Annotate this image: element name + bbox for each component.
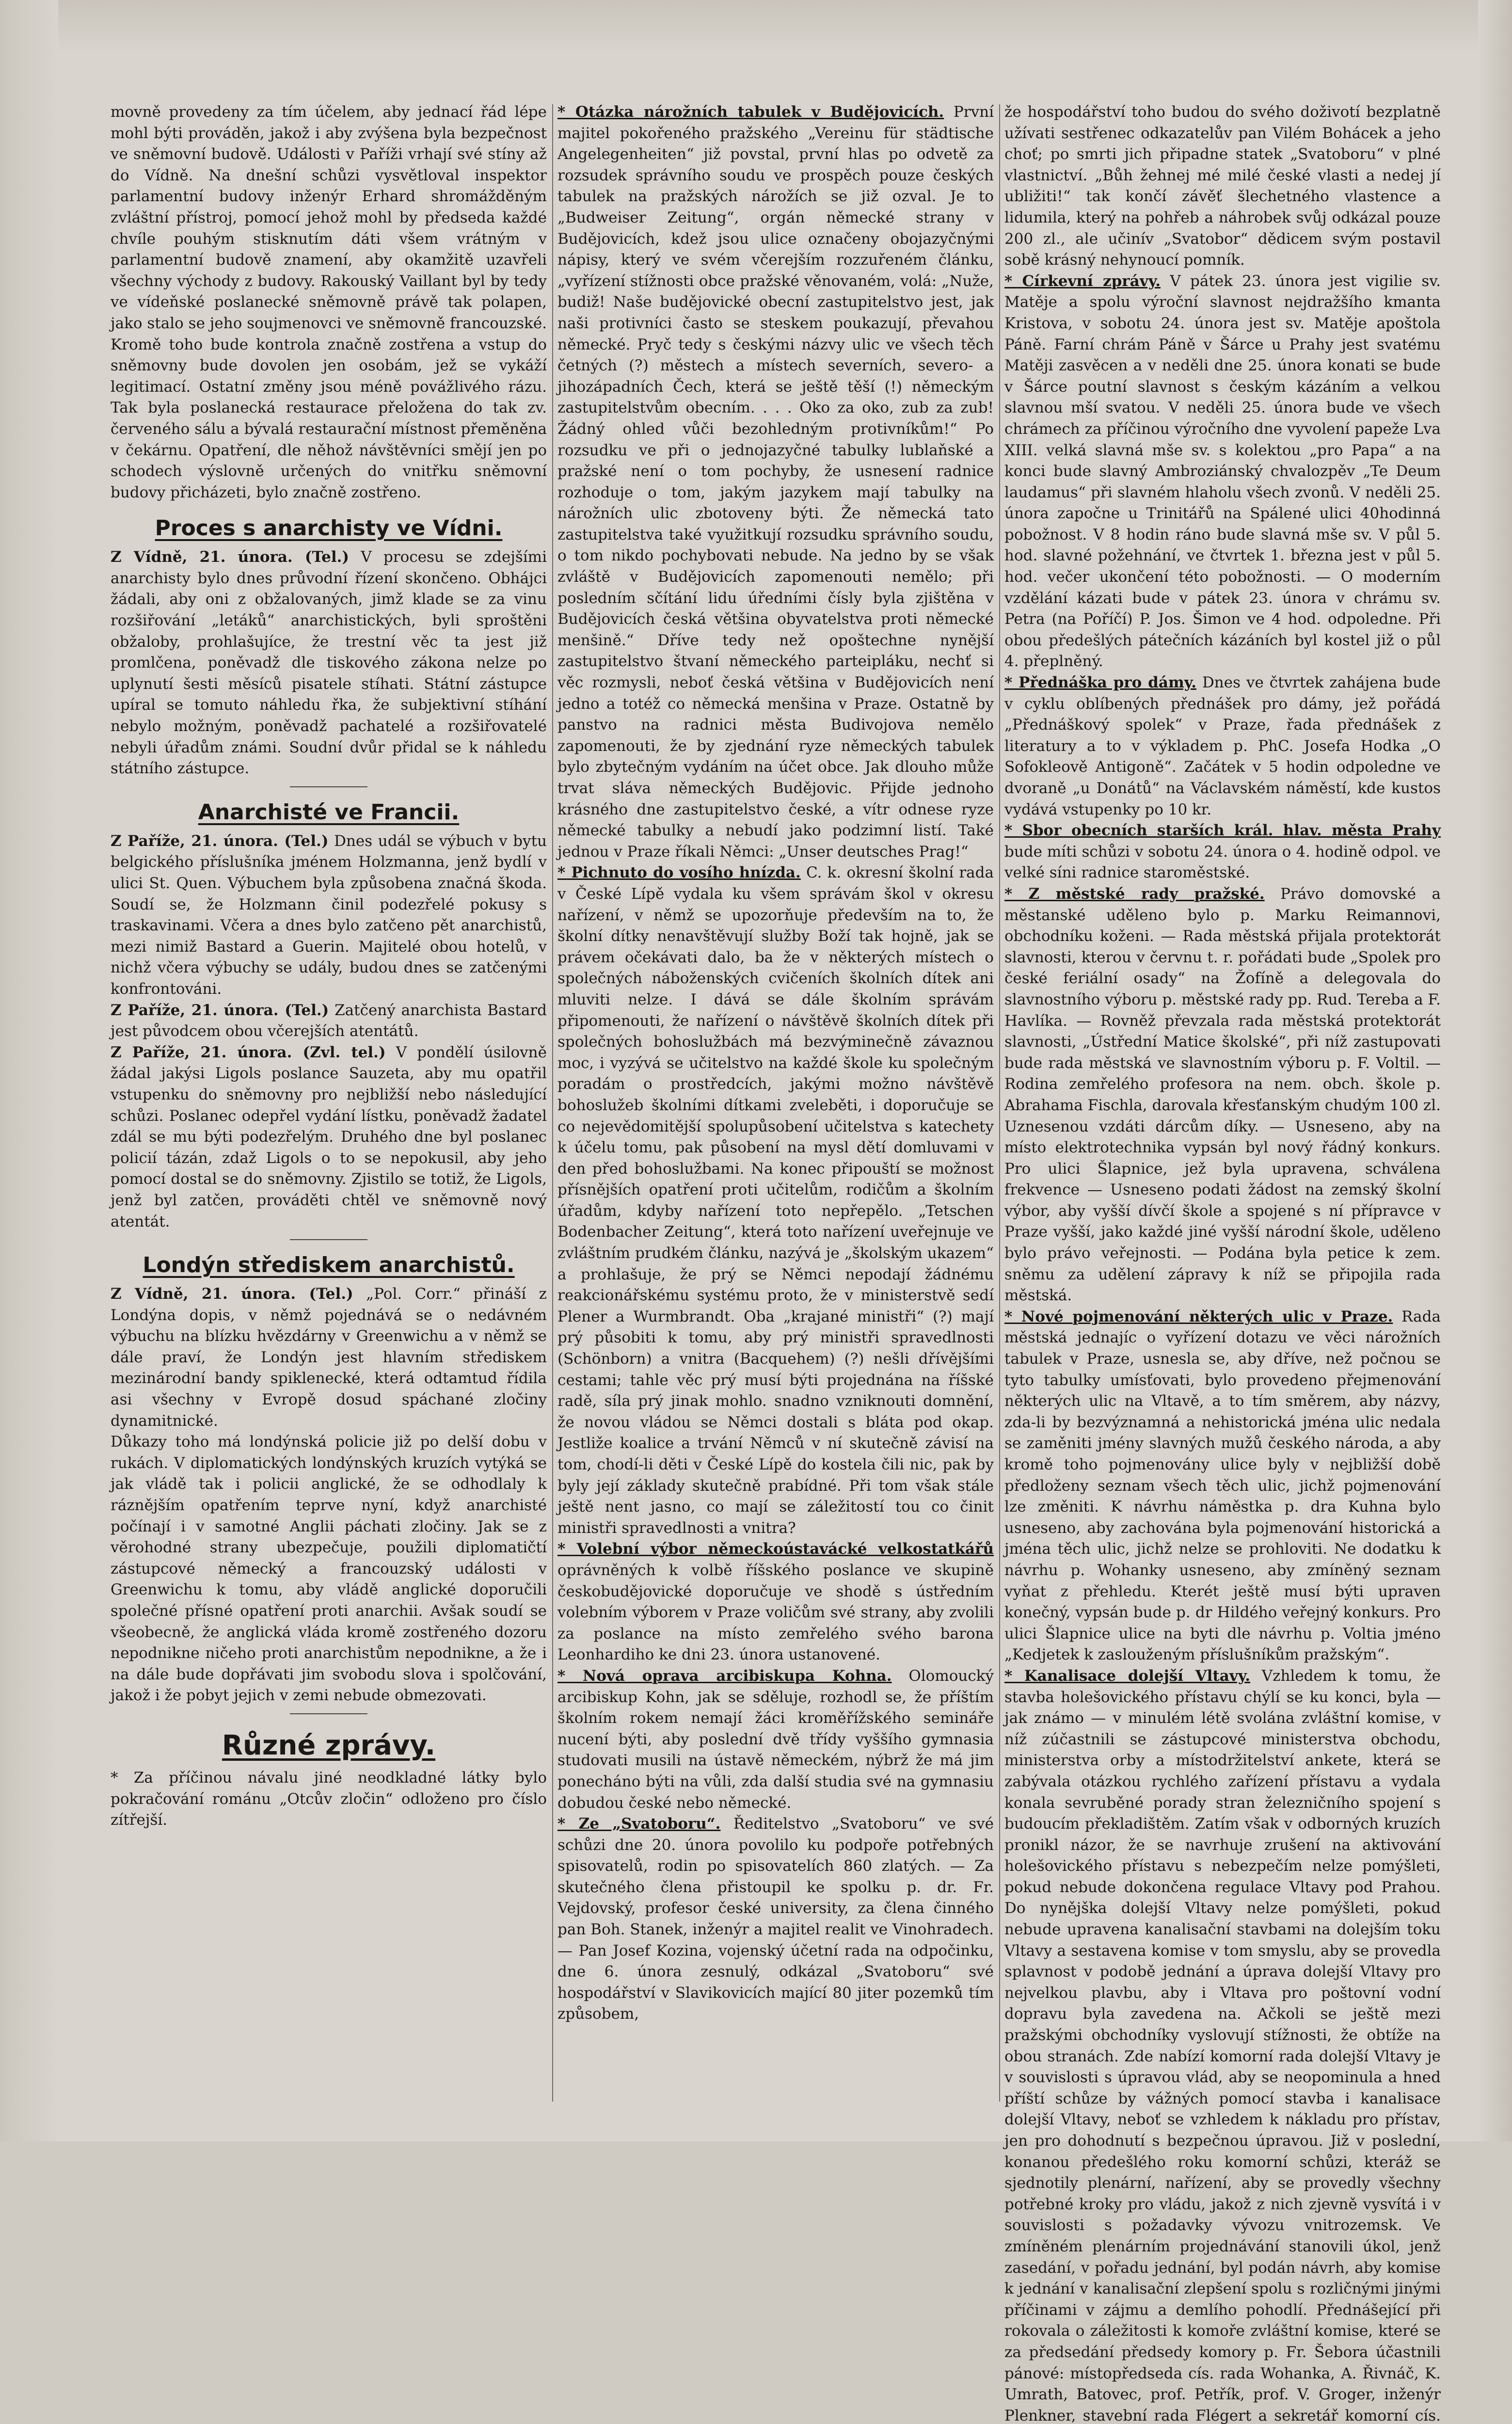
article-paragraph	[557, 1814, 994, 2025]
article-paragraph	[111, 831, 547, 1000]
article-paragraph	[1004, 884, 1441, 1307]
scan-right-edge	[1478, 0, 1512, 2141]
column-2	[557, 102, 994, 2114]
article-paragraph	[1004, 820, 1441, 884]
scan-left-edge	[0, 0, 58, 2141]
article-text: „Pol. Corr.“ přináší z Londýna dopis, v němž pojednává se o nedávném výbuchu na blízku hvězdárny v Greenwichu a v němž se dále praví, že Londýn jest hlavním střediskem mezinárodní bandy spiklenecké, která odtamtud řídila asi všechny v Evropě dosud spáchané zločiny dynamitnické.	[111, 1285, 547, 1430]
section-rule	[290, 1713, 367, 1714]
article-lead: * Otázka nárožních tabulek v Budějovicích.	[557, 103, 944, 121]
article-text: V pátek 23. února jest vigilie sv. Matěje a spolu výroční slavnost nejdražšího kmanta Kristova, v sobotu 24. února jest sv. Matěje apoštola Páně. Farní chrám Páně v Šárce u Prahy jest svatému Matěji zasvěcen a v neděli dne 25. února konati se bude v Šárce poutní slavnost s českým kázáním a velkou slavnou mší svatou. V neděli 25. února bude ve všech chrámech za příčinou výročního dne vyvolení papeže Lva XIII. velká slavná mše sv. s kolektou „pro Papa“ a na konci bude slavný Ambroziánský chvalozpěv „Te Deum laudamus“ při slavném hlaholu všech zvonů. V neděli 25. února započne u Trinitářů na Spálené ulici 40hodinná pobožnost. V 8 hodin ráno bude slavná mše sv. V půl 5. hod. slavné požehnání, ve čtvrtek 1. března jest v půl 5. hod. večer ukončení této pobožnosti. — O moderním vzdělání kázati bude v pátek 23. února v chrámu sv. Petra (na Poříčí) P. Jos. Šimon ve 4 hod. odpoledne. Při obou předešlých pátečních kázáních byl kostel již o půl 4. přeplněný.	[1004, 272, 1441, 670]
article-paragraph	[1004, 672, 1441, 820]
article-paragraph	[557, 102, 994, 862]
article-lead: * Kanalisace dolejší Vltavy.	[1004, 1667, 1251, 1685]
article-lead: * Přednáška pro dámy.	[1004, 674, 1196, 692]
article-text: V pondělí úsilovně žádal jakýsi Ligols poslance Sauzeta, aby mu opatřil vstupenku do sněmovny pro nejbližší nebo následující schůzi. Poslanec odepřel vydání lístku, poněvadž žadatel zdál se mu býti podezřelým. Druhého dne byl poslanec policií tázán, zdaž Ligols o to se nepokusil, aby jeho pomocí dostal se do sněmovny. Zjistilo se totiž, že Ligols, jenž byl zatčen, prováděti chtěl ve sněmovně nový atentát.	[111, 1043, 547, 1230]
article-paragraph	[1004, 1307, 1441, 1666]
article-text: Ředitelstvo „Svatoboru“ ve své schůzi dne 20. února povolilo ku podpoře potřebných spisovatelů, rodin po spisovatelích 860 zlatých. — Za skutečného člena přistoupil ke spolku p. dr. Fr. Vejdovský, profesor české university, za člena činného pan Boh. Stanek, inženýr a majitel realit ve Vinohradech. — Pan Josef Kozina, vojenský účetní rada na odpočinku, dne 6. února zesnulý, odkázal „Svatoboru“ své hospodářství v Slavikovicích mající 80 jiter pozemků tím způsobem,	[557, 1815, 994, 2023]
article-text: Vzhledem k tomu, že stavba holešovického přístavu chýlí se ku konci, byla — jak známo — v minulém létě svolána zvláštní komise, v níž zúčastnili se zástupcové ministerstva obchodu, ministerstva orby a místodržitelství ankete, která se zabývala otázkou rychlého zařízení přístavu a vydala konala sevruběné porady stran železničního spojení s budoucím překladištěm. Zatím však v odborných kruzích pronikl názor, že se navrhuje zrušení na aktivování holešovického přístavu s nebezpečím nelze pomýšleti, pokud nebude dokončena regulace Vltavy pod Prahou. Do nynějška dolejší Vltavy nelze pomýšleti, pokud nebude upravena kanalisační stavbami na dolejším toku Vltavy a sestavena komise v tom smyslu, aby se provedla splavnost v podobě jednání a úprava dolejší Vltavy pro nejvelkou plavbu, aby i Vltava pro poštovní vodní dopravu byla zavedena na. Ačkoli se ještě mezi pražskými obchodníky vyslovují stížnosti, že obtíže na obou stranách. Zde nabízí komorní rada dolejší Vltavy je v souvislosti s úpravou vlád, aby se neopominula a hned příští schůze by vážných pomocí stavba i kanalisace dolejší Vltavy, neboť se vzhledem k nákladu pro přístav, jen pro dohodnutí s bezpečnou úpravou. Již v poslední, konanou předešlého roku komorní schůzi, kteráž se sjednotily plenární, nařízení, aby se provedly všechny potřebné kroky pro vládu, jakož z nich zjevně vysvítá i v souvislosti s požadavky vývozu vnitrozemsk. Ve zmíněném plenárním projednávání stanovili úkol, jenž zasedání, v pořadu jednání, byl podán návrh, aby komise k jednání v kanalisační zlepšení spolu s rozličnými jinými příčinami v zájmu a demlího pohodlí. Přednášející při rokovala o záležitosti k komoře zvláštní komise, které se za předsedání předsedy komory p. Fr. Šebora účastnili pánové: místopředseda cís. rada Wohanka, A. Řivnáč, K. Umrath, Batovec, prof. Petřík, prof. V. Groger, inženýr Plenkner, stavební rada Flégert a sekretář komorní cís.	[1004, 1667, 1441, 2424]
article-text: C. k. okresní školní rada v České Lípě vydala ku všem správám škol v okresu nařízení, v němž se upozorňuje především na to, že školní dítky nenavštěvují služby Boží tak hojně, jak se právem očekávati dalo, ba že v některých místech o společných náboženských cvičeních školních dítek ani mluviti nelze. I dává se dále školním správám připomenouti, že nařízení o návštěvě školních dítek při společných bohoslužbách má bezvýminečně závaznou moc, i vyzývá se učitelstvo na každé škole ku společným poradám o prostředcích, jakými možno návštěvě bohoslužeb školními dítkami zveleběti, i doporučuje se co nejevědomitější spolupůsobení učitelstva s katechety k účelu tomu, pak působení na mysl dětí domluvami v den před bohoslužbami. Na konec připouští se možnost přísnějších opatření proti učitelům, rodičům a školním úřadům, kdyby nařízení toto nepřepělo. „Tetschen Bodenbacher Zeitung“, která toto nařízení uveřejnuje ve zvláštním prudkém článku, nazývá je „školským ukazem“ a prohlašuje, že prý se Němci nepodají žádnému reakcionářskému systému proto, že v ministerstvě sedí Plener a Wurmbrandt. Oba „krajané ministři“ (?) mají prý působiti k tomu, aby prý ministři spravedlnosti (Schönborn) a vnitra (Bacquehem) (?) nešli dřívějšími cestami; tahle věc prý musí býti projednána na říšské radě, síla prý jinak mohlo. snadno vzniknouti domnění, že novou vládou se Němci dostali s bláta pod okap. Jestliže koalice a trvání Němců v ní skutečně závisí na tom, chodí-li děti v České Lípě do kostela čili nic, pak by byly její základy skutečně prabídné. Při tom však stále ještě nent jasno, co mají se záležitostí tou co činit ministři spravedlnosti a vnitra?	[557, 864, 994, 1537]
article-paragraph	[111, 1000, 547, 1042]
article-paragraph	[111, 1284, 547, 1432]
article-paragraph	[1004, 271, 1441, 672]
headline-various-news: Různé zprávy.	[222, 1729, 436, 1761]
column-divider-2	[999, 104, 1000, 2102]
article-paragraph: * Za příčinou návalu jiné neodkladné látky bylo pokračování románu „Otcův zločin“ odloženo pro číslo zítřejší.	[111, 1769, 547, 1829]
article-paragraph: že hospodářství toho budou do svého doživotí bezplatně užívati sestřenec odkazatelův pan Vilém Bohácek a jeho choť; po smrti jich připadne statek „Svatoboru“ v plné vlastnictví. „Bůh žehnej mé milé české vlasti a nedej jí ubližiti!“ tak končí závěť šlechetného vlastence a lidumila, který na pohřeb a náhrobek svůj odkázal pouze 200 zl., ale učinív „Svatobor“ dědicem svým postavil sobě krásný nehynoucí pomník.	[1004, 103, 1441, 269]
article-paragraph: Důkazy toho má londýnská policie již po delší dobu v rukách. V diplomatických londýnských kruzích vytýká se jak vládě tak i policii anglické, že se odhodlaly k ráznějším opatřením teprve nyní, když anarchisté počínají i v samotné Anglii páchati zločiny. Jak se z věrohodné strany ubezpečuje, použili diplomatičtí zástupcové německý a francouzský události v Greenwichu k tomu, aby vládě anglické doporučili společné přísné opatření proti anarchii. Avšak soudí se všeobecně, že anglická vláda kromě zostřeného dozoru nepodnikne ničeho proti anarchistům nepodnikne, a že i na dále bude dopřávati jim svobodu slova i spolčování, jakož i že pobyt jejich v zemi nebude obmezovati.	[111, 1433, 547, 1705]
column-1	[111, 102, 547, 2114]
article-text: Dnes ve čtvrtek zahájena bude v cyklu oblíbených přednášek pro dámy, jež pořádá „Přednáškový spolek“ v Praze, řada přednášek z literatury a to v výkladem p. PhC. Josefa Hodka „O Sofokleově Antigoně“. Začátek v 5 hodin odpoledne ve dvoraně „u Donátů“ na Václavském náměstí, kde kustos vydává vstupenky po 10 kr.	[1004, 674, 1441, 818]
article-text: Zatčený anarchista Bastard jest původcem obou včerejších atentátů.	[111, 1001, 547, 1040]
column-3	[1004, 102, 1441, 2424]
article-text: Dnes udál se výbuch v bytu belgického příslušníka jménem Holzmanna, jenž bydlí v ulici St. Quen. Výbuchem byla způsobena značná škoda. Soudí se, že Holzmann činil podezřelé pokusy s traskavinami. Včera a dnes bylo zatčeno pět anarchistů, mezi nimiž Bastard a Guerin. Majitelé obou hotelů, v nichž včera výbuchy se udály, budou dnes se zatčenými konfrontováni.	[111, 832, 547, 998]
article-text: bude míti schůzi v sobotu 24. února o 4. hodině odpol. ve velké síni radnice staroměstské.	[1004, 843, 1441, 882]
dateline: Z Paříže, 21. února. (Tel.)	[111, 1001, 329, 1019]
article-text: V procesu se zdejšími anarchisty bylo dnes průvodní řízení skončeno. Obhájci žádali, aby oni z obžalovaných, jimž klade se za vinu rozšiřování „letáků“ anarchistických, byli sproštěni obžaloby, prohlašujíce, že trestní věc ta jest již promlčena, poněvadž dle tiskového zákona nelze po uplynutí šesti měsíců pisatele stíhati. Státní zástupce upíral se tomuto náhledu řka, že subjektivní stíhání nebylo možným, poněvadž pachatelé a rozšiřovatelé nebyli úřadům známi. Soudní dvůr přidal se k náhledu státního zástupce.	[111, 548, 547, 778]
article-paragraph	[557, 1666, 994, 1814]
article-lead: * Sbor obecních starších král. hlav. města Prahy	[1004, 822, 1441, 840]
article-text: Rada městská jednajíc o vyřízení dotazu ve věci nárožních tabulek v Praze, usnesla se, aby dříve, než počnou se tyto tabulky umísťovati, bylo provedeno přejmenování některých ulic na Vltavě, a to tím směrem, aby názvy, zda-li by bezvýznamná a nehistorická jména ulic nedala se zaměniti jmény slavných mužů českého národa, a aby kromě toho pojmenovány ulice byly v nejbližší době předloženy seznam všech těch ulic, jichž pojmenování lze změniti. K návrhu náměstka p. dra Kuhna bylo usneseno, aby zachována byla pojmenování historická a jména těch ulic, jichž nelze se prohloviti. Ne dodatku k návrhu p. Wohanky usneseno, aby zmíněný seznam vyňat z přehledu. Kterét ještě musí býti upraven konečný, vypsán bude p. dr Hildého veřejný konkurs. Pro ulici Šlapnice ulice na byti dle návrhu p. Voltia jméno „Kedjetek k zaslouženým příslušníkům pražským“.	[1004, 1308, 1441, 1664]
dateline: Z Paříže, 21. února. (Zvl. tel.)	[111, 1043, 386, 1061]
article-text: oprávněných k volbě říšského poslance ve skupině českobudějovické doporučuje ve shodě s ústředním volebním výborem v Praze voličům své strany, aby zvolili za poslance na místo zemřelého svého barona Leonhardiho ke dni 23. února ustanovené.	[557, 1561, 994, 1664]
article-paragraph: movně provedeny za tím účelem, aby jednací řád lépe mohl býti prováděn, jakož i aby zvýšena byla bezpečnost ve sněmovní budově. Události v Paříži vrhají své stíny až do Vídně. Na dnešní schůzi vysvětloval inspektor parlamentní budovy inženýr Erhard shromážděným zvláštní přístroj, pomocí jehož mohl by předseda každé chvíle pouhým stisknutím dáti všem vrátným v parlamentní budově znamení, aby okamžitě uzavřeli všechny východy z budovy. Rakouský Vaillant byl by tedy ve vídeňské poslanecké sněmovně právě tak polapen, jako stalo se jeho soujmenovci ve sněmovně francouzské. Kromě toho bude kontrola značně zostřena a vstup do sněmovny bude dovolen jen osobám, jež se vykáží legitimací. Ostatní změny jsou méně povážlivého rázu. Tak byla poslanecká restaurace přeložena do tak zv. červeného sálu a bývalá restaurační místnost přeměněna v čekárnu. Opatření, dle něhož návštěvníci smějí jen po schodech výslovně určených do vnitřku sněmovní budovy přicházeti, bylo značně zostřeno.	[111, 103, 547, 501]
article-paragraph	[111, 547, 547, 780]
section-rule	[290, 786, 367, 787]
article-paragraph	[557, 862, 994, 1539]
headline-anarchist-trial: Proces s anarchisty ve Vídni.	[155, 516, 503, 541]
article-text: První majitel pokořeného pražského „Vereinu für städtische Angelegenheiten“ již povstal, první hlas po odvetě za rozsudek správního soudu ve prospěch pouze českých tabulek na pražských nárožích se již ozval. Je to „Budweiser Zeitung“, orgán německé strany v Budějovicích, kdež jsou ulice označeny obojazyčnými nápisy, který ve svém včerejším rozzuřeném článku, „vyřízení stížnosti obce pražské věnovaném, volá: „Nuže, budiž! Naše budějovické obecní zastupitelstvo jest, jak naši protivníci často se steskem poukazují, převahou německé. Pryč tedy s českými názvy ulic ve všech těch četných (?) městech a místech severních, severo- a jihozápadních Čech, která se ještě těší (!) německým zastupitelstvům obecním. . . . Oko za oko, zub za zub! Žádný ohled vůči bezohledným protivníkům!“ Po rozsudku ve při o jednojazyčné tabulky lublaňské a pražské není o tom pochyby, že usnesení radnice rozhoduje o tom, jakým jazykem mají tabulky na nárožních ulic zbotoveny býti. Že německá tato zastupitelstva také využitkují rozsudku správního soudu, o tom nikdo pochybovati nebude. Na jedno by se však zvláště v Budějovicích zapomenouti nemělo; při posledním sčítání lidu úředními čísly byla zjištěna v Budějovicích česká většina obyvatelstva proti německé menšině.“ Dříve tedy než opoštechne nynější zastupitelstvo štvaní německého parteipláku, nechť si věc rozmysli, neboť česká většina v Budějovicích není jedno a totéž co německá menšina v Praze. Ostatně by panstvo na radnici města Budivojova nemělo zapomenouti, že by zjednání ryze německých tabulek bylo zbytečným vydáním na účet obce. Jak dlouho může trvat sláva německých Budějovic. Přijde jednoho krásného dne zastupitelstvo české, a vítr odnese ryze německé tabulky a nebudí jako podzimní listí. Také jednou v Praze říkali Němci: „Unser deutsches Prag!“	[557, 103, 994, 861]
scan-top-shadow	[0, 0, 1512, 53]
article-lead: * Pichnuto do vosího hnízda.	[557, 864, 801, 882]
headline-london-anarchists: Londýn střediskem anarchistů.	[143, 1253, 515, 1278]
headline-anarchists-france: Anarchisté ve Francii.	[198, 799, 460, 825]
article-lead: * Volební výbor německoústavácké velkostatkářů	[557, 1540, 994, 1558]
dateline: Z Vídně, 21. února. (Tel.)	[111, 1285, 353, 1303]
column-divider-1	[552, 104, 553, 2102]
article-text: Olomoucký arcibiskup Kohn, jak se sděluje, rozhodl se, že příštím školním rokem nemají žáci kroměřížského semináře nucení býti, aby poslední dvě třídy vyššího gymnasia studovati musili na ústavě německém, nýbrž že má jim ponecháno býti na vůli, zda další studia své na gymnasiu dobudou české nebo německé.	[557, 1667, 994, 1812]
dateline: Z Paříže, 21. února. (Tel.)	[111, 832, 329, 850]
article-lead: * Ze „Svatoboru“.	[557, 1815, 721, 1833]
article-paragraph	[1004, 1666, 1441, 2424]
section-rule	[290, 1239, 367, 1240]
article-paragraph	[111, 1042, 547, 1232]
article-lead: * Nové pojmenování některých ulic v Praze.	[1004, 1308, 1393, 1325]
article-lead: * Z městské rady pražské.	[1004, 885, 1265, 903]
article-lead: * Církevní zprávy.	[1004, 272, 1161, 290]
article-text: Právo domovské a městanské uděleno bylo p. Marku Reimannovi, obchodníku koženi. — Rada městská přijala protektorát slavnosti, kterou v červnu t. r. pořádati bude „Spolek pro české feriální osady“ na Žofíně a delegovala do slavnostního výboru p. městské rady pp. Rud. Tereba a F. Havlíka. — Rovněž převzala rada městská protektorát slavnosti, „Ústřední Matice školské“, při níž zastupovati bude rada městská ve slavnostním výboru p. F. Voltil. — Rodina zemřelého profesora na nem. obch. škole p. Abrahama Fischla, darovala křesťanským chudým 100 zl. Uznesenou vzdáti dárcům díky. — Usneseno, aby na místo elektrotechnika vypsán byl nový řádný konkurs. Pro ulici Šlapnice, jež byla upravena, schválena frekvence — Usneseno podati žádost na zemský školní výbor, aby vyšší dívčí škole a spojené s ní přípravce v Praze vyšší, jako každé jiné vyšší národní škole, uděleno bylo právo veřejnosti. — Podána byla petice k zem. sněmu za udělení zápravy k níž se připojila rada městská.	[1004, 885, 1441, 1305]
dateline: Z Vídně, 21. února. (Tel.)	[111, 548, 350, 566]
article-lead: * Nová oprava arcibiskupa Kohna.	[557, 1667, 892, 1685]
article-paragraph	[557, 1539, 994, 1666]
